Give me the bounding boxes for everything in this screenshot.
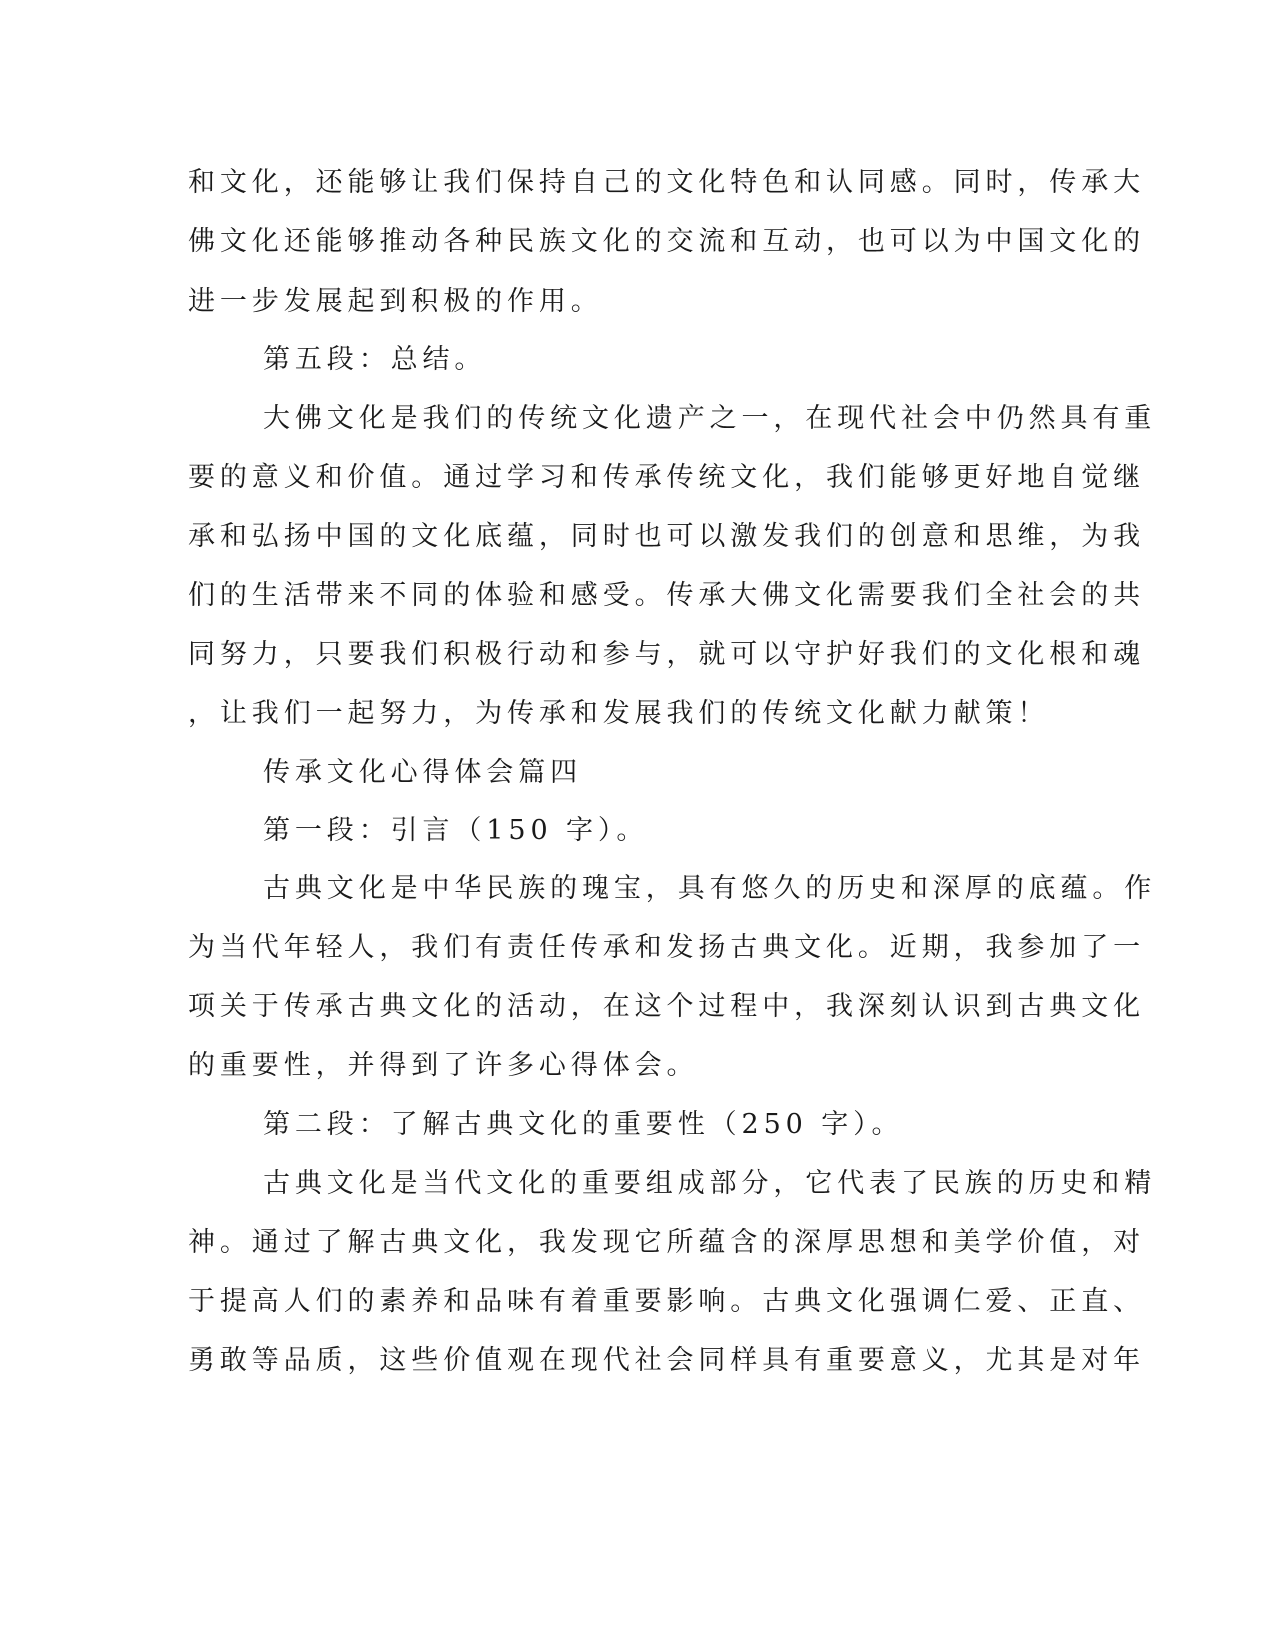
text-line: 进一步发展起到积极的作用。: [188, 286, 603, 317]
text-line: 古典文化是当代文化的重要组成部分，它代表了民族的历史和精: [263, 1168, 1157, 1199]
text-line: 承和弘扬中国的文化底蕴，同时也可以激发我们的创意和思维，为我: [188, 521, 1145, 552]
text-line: 要的意义和价值。通过学习和传承传统文化，我们能够更好地自觉继: [188, 462, 1145, 493]
article-title: 传承文化心得体会篇四: [263, 757, 582, 788]
section-heading: 第五段：总结。: [263, 344, 487, 375]
text-line: 同努力，只要我们积极行动和参与，就可以守护好我们的文化根和魂: [188, 639, 1145, 670]
text-line: 为当代年轻人，我们有责任传承和发扬古典文化。近期，我参加了一: [188, 932, 1145, 963]
text-line: 古典文化是中华民族的瑰宝，具有悠久的历史和深厚的底蕴。作: [263, 873, 1157, 904]
section-heading: 第二段：了解古典文化的重要性（250 字）。: [263, 1109, 904, 1140]
text-line: 勇敢等品质，这些价值观在现代社会同样具有重要意义，尤其是对年: [188, 1345, 1145, 1376]
text-line: 大佛文化是我们的传统文化遗产之一，在现代社会中仍然具有重: [263, 403, 1157, 434]
section-heading: 第一段：引言（150 字）。: [263, 815, 649, 846]
text-line: 佛文化还能够推动各种民族文化的交流和互动，也可以为中国文化的: [188, 226, 1145, 257]
text-line: 项关于传承古典文化的活动，在这个过程中，我深刻认识到古典文化: [188, 991, 1145, 1022]
text-line: 神。通过了解古典文化，我发现它所蕴含的深厚思想和美学价值，对: [188, 1227, 1145, 1258]
text-line: 们的生活带来不同的体验和感受。传承大佛文化需要我们全社会的共: [188, 580, 1145, 611]
text-line: 于提高人们的素养和品味有着重要影响。古典文化强调仁爱、正直、: [188, 1286, 1145, 1317]
text-line: 的重要性，并得到了许多心得体会。: [188, 1050, 699, 1081]
text-line: 和文化，还能够让我们保持自己的文化特色和认同感。同时，传承大: [188, 167, 1145, 198]
text-line: ，让我们一起努力，为传承和发展我们的传统文化献力献策！: [188, 698, 1050, 729]
